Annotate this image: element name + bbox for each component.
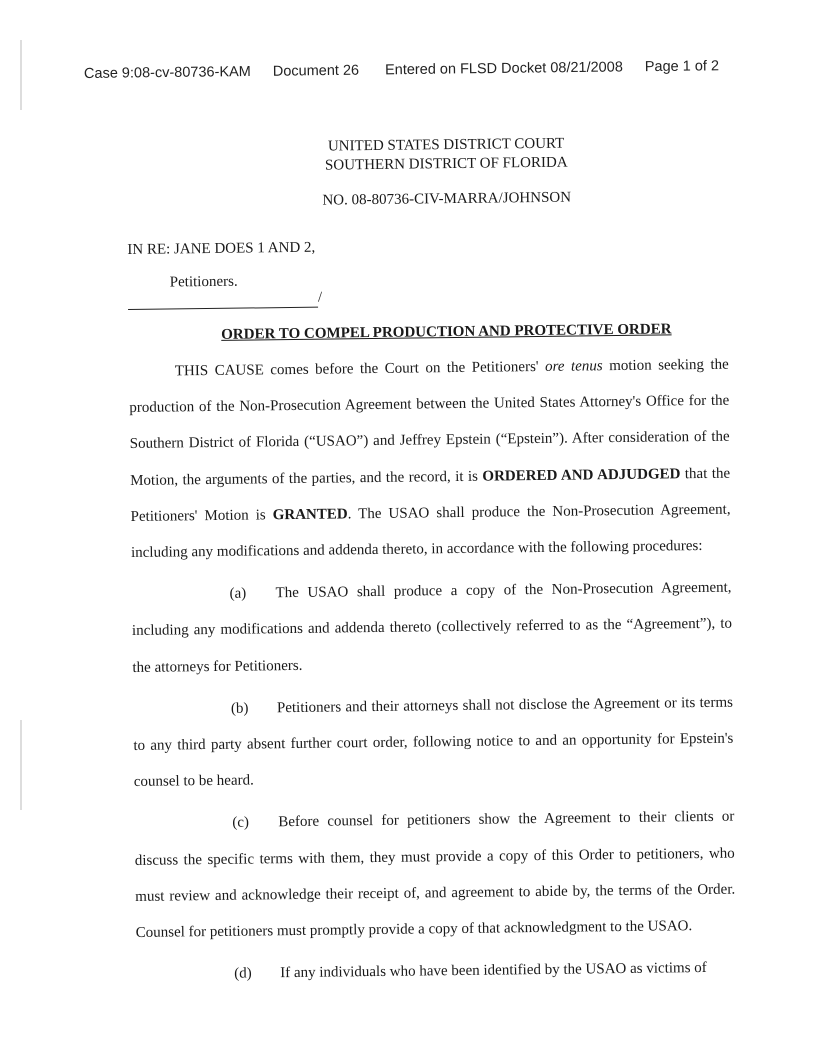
intro-ore-tenus: ore tenus [544,358,603,375]
case-number: NO. 08-80736-CIV-MARRA/JOHNSON [322,189,572,209]
header-document-number: Document 26 [272,62,360,80]
margin-scan-mark-2 [20,720,22,810]
caption-slash: / [317,289,323,306]
header-page-number: Page 1 of 2 [644,58,720,76]
item-label: (b) [230,700,249,717]
order-title: ORDER TO COMPEL PRODUCTION AND PROTECTIVE ORDER [221,321,672,343]
item-b [133,684,734,800]
item-d [136,950,736,994]
caption-petitioners: Petitioners. [169,273,238,291]
document-body [126,133,736,994]
item-c [134,799,736,951]
court-line-1: UNITED STATES DISTRICT COURT [327,135,565,155]
item-label: (c) [232,814,250,832]
item-text: Before counsel for petitioners show the Agreement to their clients or discuss the specific terms with them, they must provide a copy of this Order to petitioners, who must review and acknowledge their receipt of, and agreement to abide by, the terms of the Order. Counsel for petitioners must promptly provide a copy of that acknowledgment to the USAO. [134,809,736,941]
docket-header [84,58,719,82]
item-text: If any individuals who have been identified by the USAO as victims of [280,960,707,982]
item-label: (a) [229,585,247,602]
intro-ordered: ORDERED AND ADJUDGED [482,465,681,485]
item-label: (d) [234,965,252,982]
item-a [131,570,732,686]
court-heading [166,133,726,178]
item-text: The USAO shall produce a copy of the Non-Prosecution Agreement, including any modifications and addenda thereto (collectively referred to as the “Agreement”), to the attorneys for Petitioners. [131,579,733,676]
header-entered-date: Entered on FLSD Docket 08/21/2008 [384,59,623,79]
intro-text-1: THIS CAUSE comes before the Court on the Petitioners' [174,358,546,380]
caption-in-re: IN RE: JANE DOES 1 AND 2, [127,239,316,258]
intro-text-4: . The USAO shall produce the Non-Prosecution Agreement, including any modifications and addenda thereto, in accordance with the following procedures: [130,501,731,561]
margin-scan-mark [20,40,22,110]
header-case-number: Case 9:08-cv-80736-KAM [83,63,251,82]
intro-text-3: that the Petitioners' Motion is [130,465,731,525]
intro-paragraph [129,347,732,572]
intro-text-2: motion seeking the production of the Non-Prosecution Agreement between the United States Attorney's Office for the Southern District of Florida (“USAO”) and Jeffrey Epstein (“Epstein”). After consideration of the Motion, the arguments of the parties, and the record, it is [129,356,730,489]
court-line-2: SOUTHERN DISTRICT OF FLORIDA [324,154,568,174]
intro-granted: GRANTED [272,506,348,524]
item-text: Petitioners and their attorneys shall not disclose the Agreement or its terms to any third party absent further court order, following notice to and an opportunity for Epstein's counsel to be heard. [133,694,734,791]
